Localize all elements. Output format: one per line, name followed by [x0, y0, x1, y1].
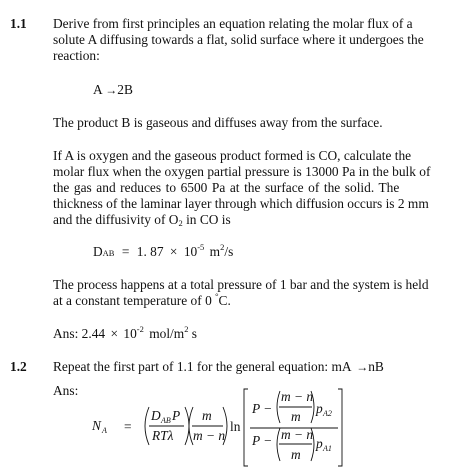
dab-exponent: -5 — [197, 241, 205, 252]
denominator-pa1-sub: A1 — [323, 444, 332, 453]
answer-1-2-label: Ans: — [53, 383, 79, 398]
answer-unit-tail: s — [188, 326, 197, 341]
para-line-2: molar flux when the oxygen partial pressure is 13000 Pa in the bulk of — [53, 164, 431, 179]
numerator-inner-bottom: m — [291, 409, 301, 424]
formula-lhs: N — [92, 418, 101, 433]
paren-left-dab — [145, 407, 149, 445]
denominator-pa1: p — [316, 436, 323, 451]
formula-d: D — [151, 408, 161, 423]
bracket-left — [244, 389, 248, 466]
denominator-p: P — [252, 433, 261, 448]
dab-equals: = — [121, 244, 130, 259]
intro-line-1: Derive from first principles an equation relating the molar flux of a — [53, 16, 413, 31]
numerator-pa2-sub: A2 — [323, 409, 332, 418]
temp-text-post: C. — [218, 293, 231, 308]
dab-base: 10 — [183, 244, 198, 259]
dab-unit-tail: /s — [224, 244, 234, 259]
question-number: 1.1 — [10, 16, 27, 31]
answer-label: Ans: 2.44 — [53, 326, 106, 341]
dab-symbol: D — [93, 244, 103, 259]
reactant: A — [93, 82, 102, 97]
para-line-4: thickness of the laminar layer through which diffusion occurs is 2 mm — [53, 196, 429, 211]
dab-times: × — [169, 244, 178, 259]
product: 2B — [117, 82, 133, 97]
denominator-inner-bottom: m — [291, 447, 301, 462]
numerator-p: P — [252, 401, 261, 416]
paren-right-dab — [185, 407, 189, 445]
answer-unit-exponent: 2 — [184, 323, 189, 334]
reaction-arrow-icon: → — [105, 83, 118, 97]
formula-lhs-sub: A — [102, 426, 107, 435]
dab-subscript: AB — [102, 248, 115, 258]
temp-text-pre: at a constant temperature of 0 — [53, 293, 216, 308]
formula-m: m — [202, 408, 212, 423]
numerator-pa2: p — [316, 401, 323, 416]
answer-times: × — [110, 326, 119, 341]
answer-base: 10 — [123, 326, 137, 341]
paren-left-den — [277, 428, 280, 461]
general-arrow-icon: → — [356, 360, 369, 374]
para-line-1: If A is oxygen and the gaseous product formed is CO, calculate the — [53, 148, 412, 163]
dab-mantissa: 1. 87 — [136, 244, 164, 259]
bracket-right — [338, 389, 342, 466]
denominator-inner-top: m − n — [281, 427, 314, 442]
numerator-inner-top: m − n — [281, 389, 314, 404]
diffusivity-subscript: 2 — [178, 218, 183, 228]
formula-m-minus-n: m − n — [193, 428, 226, 443]
general-equation-text: Repeat the first part of 1.1 for the general equation: mA — [53, 359, 351, 374]
process-line-1: The process happens at a total pressure of 1 bar and the system is held — [53, 277, 429, 292]
formula-equals: = — [124, 419, 132, 434]
dab-unit: m — [209, 244, 221, 259]
denominator-minus: − — [264, 433, 272, 448]
question-number: 1.2 — [10, 359, 27, 374]
formula-p: P — [172, 408, 181, 423]
formula-ln: ln — [230, 419, 241, 434]
answer-unit: mol/m — [149, 326, 185, 341]
diffusivity-text-post: in CO is — [182, 212, 231, 227]
degree-symbol: ° — [215, 290, 219, 301]
dab-unit-exponent: 2 — [220, 241, 225, 252]
intro-line-2: solute A diffusing towards a flat, solid surface where it undergoes the — [53, 32, 424, 47]
product-line: The product B is gaseous and diffuses away from the surface. — [53, 115, 383, 130]
formula-d-sub: AB — [161, 416, 171, 425]
para-line-3: the gas and reduces to 6500 Pa at the surface of the solid. The — [53, 180, 400, 195]
diffusivity-text-pre: and the diffusivity of O — [53, 212, 179, 227]
intro-line-3: reaction: — [53, 48, 100, 63]
answer-exponent: -2 — [136, 323, 144, 334]
numerator-minus: − — [264, 401, 272, 416]
general-equation-tail: nB — [368, 359, 384, 374]
formula-rt: RTλ — [152, 428, 174, 443]
